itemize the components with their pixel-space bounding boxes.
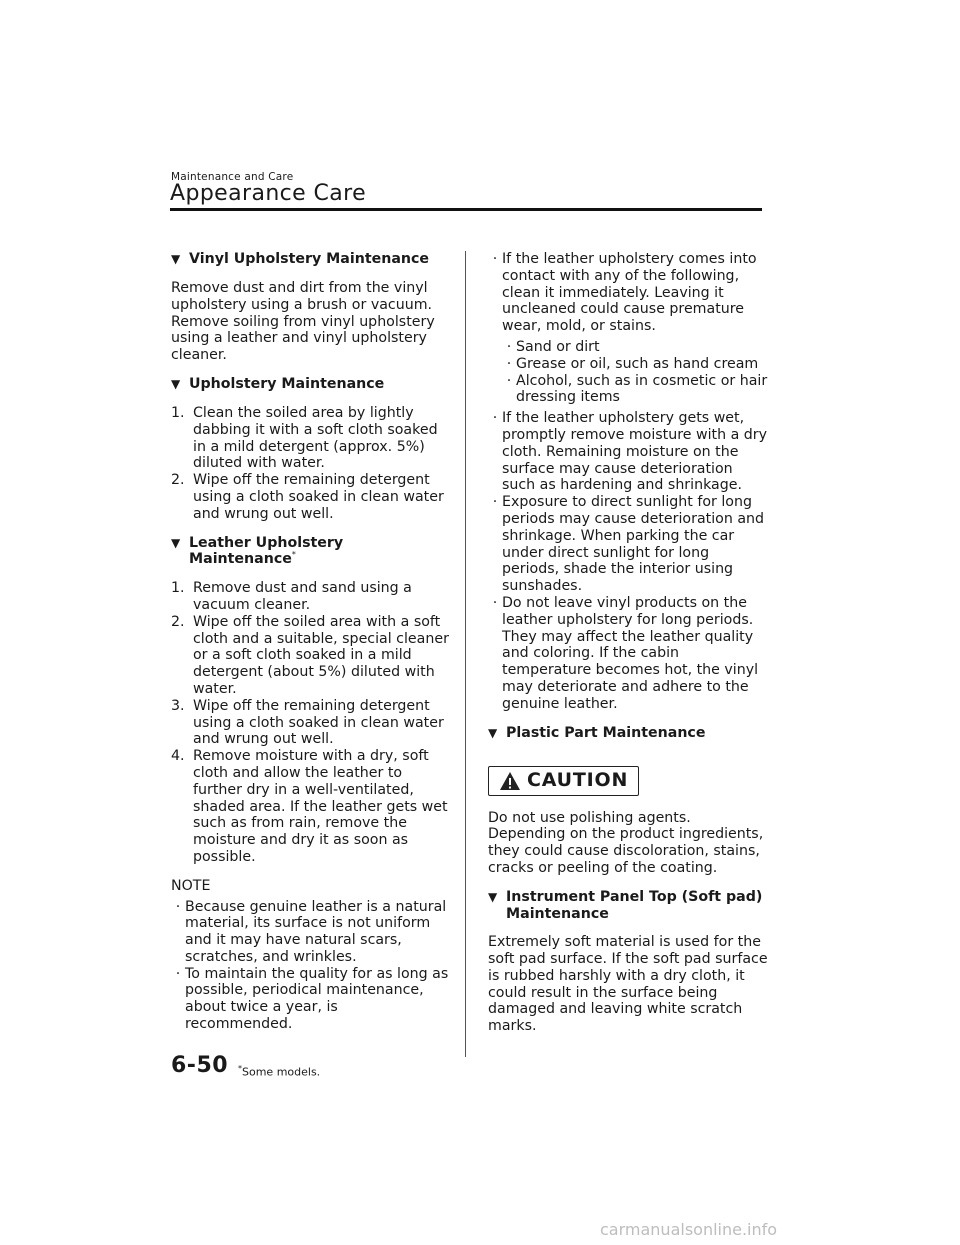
caution-label: CAUTION: [527, 769, 629, 792]
leather-steps: [171, 580, 449, 866]
some-models-marker: *: [291, 550, 296, 560]
triangle-icon: ▼: [171, 252, 181, 266]
warning-triangle-icon: [499, 771, 521, 791]
caution-box: [488, 766, 639, 796]
list-item: [502, 339, 782, 356]
bullet-icon: ·: [506, 355, 512, 372]
step-text: Clean the soiled area by lightly dabbing it with a soft cloth soaked in a mild detergent (approx. 5%) diluted with water.: [193, 404, 438, 472]
watermark: carmanualsonline.info: [600, 1220, 778, 1239]
left-column: [171, 251, 449, 1033]
contaminant-list: [502, 339, 782, 406]
step-text: Wipe off the remaining detergent using a cloth soaked in clean water and wrung out well.: [193, 697, 444, 748]
footnote-marker: *: [238, 1064, 242, 1073]
list-item: [171, 405, 449, 472]
step-text: Wipe off the soiled area with a soft cloth and a suitable, special cleaner or a soft cloth soaked in a mild detergent (about 5%) diluted with water.: [193, 613, 449, 697]
vinyl-body: Remove dust and dirt from the vinyl upholstery using a brush or vacuum. Remove soiling from vinyl upholstery using a leather and vinyl upholstery cleaner.: [171, 280, 435, 364]
step-number: 1.: [171, 404, 185, 421]
step-number: 4.: [171, 748, 185, 765]
sub-item-text: Alcohol, such as in cosmetic or hair dressing items: [516, 372, 768, 406]
bullet-text: If the leather upholstery comes into contact with any of the following, clean it immediately. Leaving it uncleaned could cause premature wear, mold, or stains.: [502, 251, 757, 335]
vinyl-heading-text: Vinyl Upholstery Maintenance: [189, 251, 430, 267]
bullet-icon: ·: [492, 251, 498, 267]
step-number: 1.: [171, 580, 185, 597]
instrument-body: Extremely soft material is used for the soft pad surface. If the soft pad surface is rubbed harshly with a dry cloth, it could result in the surface being damaged and leaving white scratch marks.: [488, 934, 768, 1035]
page-title: Appearance Care: [170, 181, 367, 206]
step-number: 3.: [171, 697, 185, 714]
step-number: 2.: [171, 472, 185, 489]
step-text: Wipe off the remaining detergent using a cloth soaked in clean water and wrung out well.: [193, 472, 444, 522]
list-item: [171, 580, 449, 614]
bullet-icon: ·: [175, 898, 181, 915]
instrument-heading-text: Instrument Panel Top (Soft pad) Maintenance: [506, 888, 763, 922]
step-text: Remove moisture with a dry, soft cloth and allow the leather to further dry in a well-ventilated, shaded area. If the leather gets wet such as from rain, remove the moisture and dry it as soon as possible.: [193, 748, 448, 865]
step-number: 2.: [171, 613, 185, 630]
list-item: [488, 410, 768, 494]
step-text: Remove dust and sand using a vacuum cleaner.: [193, 580, 412, 613]
bullet-icon: ·: [506, 338, 512, 355]
note-text: Because genuine leather is a natural material, its surface is not uniform and it may have natural scars, scratches, and wrinkles.: [185, 898, 447, 965]
list-item: [171, 614, 449, 698]
list-item: [502, 356, 782, 373]
upholstery-steps: [171, 405, 449, 523]
sub-item-text: Grease or oil, such as hand cream: [516, 355, 759, 372]
list-item: [171, 899, 449, 966]
list-item: [502, 373, 782, 407]
leather-heading: [171, 535, 449, 569]
caution-text: Do not use polishing agents. Depending on the product ingredients, they could cause discoloration, stains, cracks or peeling of the coating.: [488, 809, 764, 876]
bullet-text: If the leather upholstery gets wet, promptly remove moisture with a dry cloth. Remaining moisture on the surface may cause deterioration such as hardening and shrinkage.: [502, 410, 768, 494]
footnote: [238, 1064, 320, 1079]
list-item: [488, 494, 768, 595]
bullet-icon: ·: [492, 410, 498, 427]
header-rule: [170, 208, 762, 211]
triangle-icon: ▼: [171, 376, 181, 391]
note-list: [171, 899, 449, 1033]
instrument-heading: [488, 889, 768, 923]
right-column: [488, 251, 768, 1047]
list-item: [171, 472, 449, 522]
list-item: [488, 251, 768, 410]
upholstery-heading-text: Upholstery Maintenance: [189, 375, 385, 392]
plastic-heading-text: Plastic Part Maintenance: [506, 724, 706, 741]
bullet-icon: ·: [492, 594, 498, 611]
list-item: [171, 698, 449, 748]
bullet-text: Do not leave vinyl products on the leather upholstery for long periods. They may affect the leather quality and coloring. If the cabin temperature becomes hot, the vinyl may deteriorate and adhere to the genuine leather.: [502, 594, 759, 712]
plastic-heading: [488, 725, 768, 742]
column-divider: [465, 251, 466, 1057]
leather-heading-text: Leather Upholstery Maintenance: [189, 534, 344, 568]
list-item: [171, 748, 449, 866]
sub-item-text: Sand or dirt: [516, 338, 600, 355]
bullet-icon: ·: [506, 372, 512, 389]
list-item: [488, 595, 768, 713]
list-item: [171, 966, 449, 1033]
upholstery-heading: [171, 376, 449, 393]
note-text: To maintain the quality for as long as possible, periodical maintenance, about twice a year, is recommended.: [185, 965, 449, 1033]
footnote-text: Some models.: [242, 1065, 321, 1079]
page-number: 6-50: [171, 1053, 229, 1078]
bullet-icon: ·: [492, 494, 498, 511]
bullet-icon: ·: [175, 965, 181, 982]
leather-care-bullets: [488, 251, 768, 713]
note-label: NOTE: [171, 877, 211, 894]
header-section-label: Maintenance and Care: [171, 171, 294, 183]
bullet-text: Exposure to direct sunlight for long periods may cause deterioration and shrinkage. When parking the car under direct sunlight for long periods, shade the interior using sunshades.: [502, 494, 765, 595]
triangle-icon: ▼: [488, 889, 498, 904]
vinyl-heading: [171, 251, 449, 268]
triangle-icon: ▼: [171, 535, 181, 550]
triangle-icon: ▼: [488, 725, 498, 740]
